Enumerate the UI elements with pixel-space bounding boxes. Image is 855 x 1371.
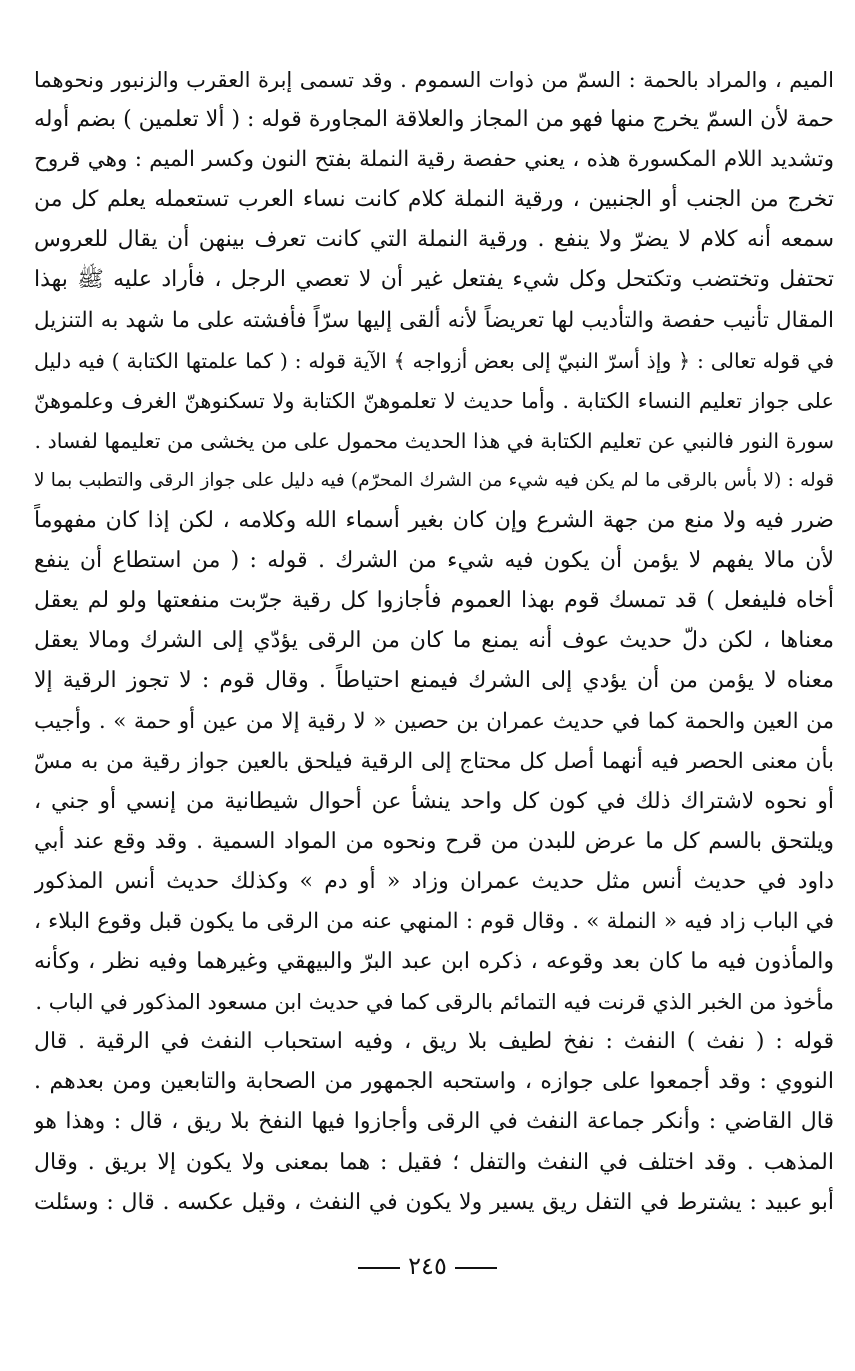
text-line: حمة لأن السمّ يخرج منها فهو من المجاز والعلاقة المجاورة قوله : ( ألا تعلمين ) بضم أوله [34,107,834,133]
page-number [0,1252,855,1280]
text-line: بأن معنى الحصر فيه أنهما أصل كل محتاج إلى الرقية فيلحق بالعين جواز رقية من به مسّ [34,748,834,774]
body-text [34,60,834,1223]
text-line: في الباب زاد فيه « النملة » . وقال قوم : المنهي عنه من الرقى ما يكون قبل وقوع البلاء ، [34,908,834,934]
text-line: من العين والحمة كما في حديث عمران بن حصين « لا رقية إلا من عين أو حمة » . وأجيب [34,708,834,734]
text-line: معناها ، لكن دلّ حديث عوف أنه يمنع ما كان من الرقى يؤدّي إلى الشرك ومالا يعقل [34,628,834,654]
page-number-value: ٢٤٥ [408,1252,447,1280]
text-line: أو نحوه لاشتراك ذلك في كون كل واحد ينشأ عن أحوال شيطانية من إنسي أو جني ، [34,788,834,814]
text-line: قال القاضي : وأنكر جماعة النفث في الرقى وأجازوا فيها النفخ بلا ريق ، قال : وهذا هو [34,1109,834,1135]
text-line: لأن مالا يفهم لا يؤمن أن يكون فيه شيء من الشرك . قوله : ( من استطاع أن ينفع [34,548,834,574]
text-line: أبو عبيد : يشترط في التفل ريق يسير ولا يكون في النفث ، وقيل عكسه . قال : وسئلت [34,1189,834,1215]
text-line: معناه لا يؤمن من أن يؤدي إلى الشرك فيمنع احتياطاً . وقال قوم : لا تجوز الرقية إلا [34,668,834,694]
page-number-dash-left [358,1267,400,1269]
text-line: النووي : وقد أجمعوا على جوازه ، واستحبه الجمهور من الصحابة والتابعين ومن بعدهم . [34,1069,834,1095]
text-line: قوله : (لا بأس بالرقى ما لم يكن فيه شيء من الشرك المحرّم) فيه دليل على جواز الرقى والتطبب بما لا [34,469,834,491]
text-line: ضرر فيه ولا منع من جهة الشرع وإن كان بغير أسماء الله وكلامه ، لكن إذا كان مفهوماً [34,508,834,534]
page-number-dash-right [455,1267,497,1269]
text-line: الميم ، والمراد بالحمة : السمّ من ذوات السموم . وقد تسمى إبرة العقرب والزنبور ونحوهما [34,68,834,92]
text-line: وتشديد اللام المكسورة هذه ، يعني حفصة رقية النملة بفتح النون وكسر الميم : وهي قروح [34,147,834,173]
text-line: سورة النور فالنبي عن تعليم الكتابة في هذا الحديث محمول على من يخشى من تعليمها لفساد . [34,428,834,453]
text-line: في قوله تعالى : ﴿ وإذ أسرّ النبيّ إلى بعض أزواجه ﴾ الآية قوله : ( كما علمتها الكتابة ) فيه دليل [34,348,834,373]
text-line: قوله : ( نفث ) النفث : نفخ لطيف بلا ريق ، وفيه استحباب النفث في الرقية . قال [34,1029,834,1055]
text-line: داود في حديث أنس مثل حديث عمران وزاد « أو دم » وكذلك حديث أنس المذكور [34,868,834,894]
text-line: المقال تأنيب حفصة والتأديب لها تعريضاً لأنه ألقى إليها سرّاً فأفشته على ما شهد به التنزيل [34,307,834,333]
text-line: ويلتحق بالسم كل ما عرض للبدن من قرح ونحوه من المواد السمية . وقد وقع عند أبي [34,828,834,854]
text-line: مأخوذ من الخبر الذي قرنت فيه التمائم بالرقى كما في حديث ابن مسعود المذكور في الباب . [35,990,834,1015]
text-line: على جواز تعليم النساء الكتابة . وأما حديث لا تعلموهنّ الكتابة ولا تسكنوهنّ الغرف وعلموهنّ [34,388,834,413]
text-line: المذهب . وقد اختلف في النفث والتفل ؛ فقيل : هما بمعنى ولا يكون إلا بريق . وقال [34,1149,834,1175]
text-line: تخرج من الجنب أو الجنبين ، ورقية النملة كلام كانت نساء العرب تستعمله يعلم كل من [34,187,834,213]
text-line: سمعه أنه كلام لا يضرّ ولا ينفع . ورقية النملة التي كانت تعرف بينهن أن يقال للعروس [34,227,834,253]
text-line: أخاه فليفعل ) قد تمسك قوم بهذا العموم فأجازوا كل رقية جرّبت منفعتها ولو لم يعقل [34,588,834,614]
text-line: والمأذون فيه ما كان بعد وقوعه ، ذكره ابن عبد البرّ والبيهقي وغيرهما وفيه نظر ، وكأنه [34,949,834,975]
text-line: تحتفل وتختضب وتكتحل وكل شيء يفتعل غير أن لا تعصي الرجل ، فأراد عليه ﷺ بهذا [34,267,834,293]
